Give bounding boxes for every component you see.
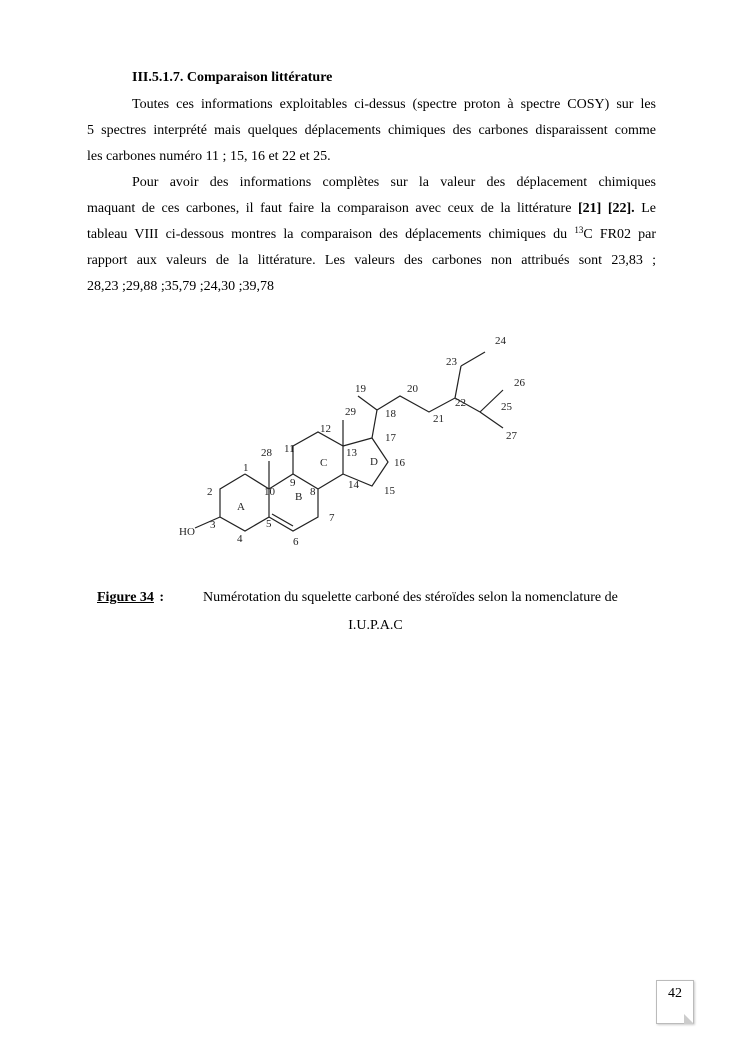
paragraph-2-line-3 (87, 222, 656, 248)
reference-citation: [21] [22]. (577, 201, 635, 216)
paragraph-2-line-2-end: Le (634, 201, 657, 216)
ring-label-d: D (370, 456, 378, 468)
paragraph-1 (87, 92, 656, 170)
atom-number-23: 23 (446, 356, 457, 368)
paragraph-2-line-2-text: maquant de ces carbones, il faut faire la comparaison avec ceux de la littérature (87, 201, 578, 216)
paragraph-1-line-1: Toutes ces informations exploitables ci-dessus (spectre proton à spectre COSY) sur les (132, 97, 656, 112)
atom-number-12: 12 (320, 423, 331, 435)
atom-number-7: 7 (329, 512, 335, 524)
atom-number-18: 18 (385, 408, 396, 420)
page-number (656, 980, 694, 1024)
atom-number-27: 27 (506, 430, 517, 442)
paragraph-2-line-3-end: C FR02 par (583, 227, 656, 242)
paragraph-1-line-3: les carbones numéro 11 ; 15, 16 et 22 et 25. (87, 149, 331, 164)
paragraph-2 (87, 170, 656, 300)
atom-number-3: 3 (210, 519, 216, 531)
paragraph-2-line-4: rapport aux valeurs de la littérature. Les valeurs des carbones non attribués sont 23,83 ; (87, 253, 656, 268)
atom-number-15: 15 (384, 485, 395, 497)
ring-label-a: A (237, 501, 245, 513)
atom-number-19: 19 (355, 383, 366, 395)
atom-number-1: 1 (243, 462, 249, 474)
page-number-text: 42 (668, 986, 682, 1001)
atom-number-17: 17 (385, 432, 396, 444)
isotope-superscript: 13 (574, 225, 584, 235)
figure-caption-text: Numérotation du squelette carboné des stéroïdes selon la nomenclature de (203, 590, 618, 605)
atom-number-21: 21 (433, 413, 444, 425)
atom-number-22: 22 (455, 397, 466, 409)
atom-number-24: 24 (495, 335, 506, 347)
atom-number-13: 13 (346, 447, 357, 459)
figure-caption (97, 590, 618, 606)
atom-number-16: 16 (394, 457, 405, 469)
ring-label-c: C (320, 457, 328, 469)
atom-number-2: 2 (207, 486, 213, 498)
atom-number-25: 25 (501, 401, 512, 413)
atom-number-14: 14 (348, 479, 359, 491)
figure-label: Figure 34 (97, 590, 154, 605)
figure-caption-line-2: I.U.P.A.C (348, 618, 403, 633)
paragraph-1-line-2: 5 spectres interprété mais quelques déplacements chimiques des carbones disparaissent comme (87, 123, 656, 138)
figure-label-colon: : (159, 590, 165, 605)
atom-number-28: 28 (261, 447, 272, 459)
atom-number-11: 11 (284, 443, 295, 455)
steroid-skeleton-diagram (165, 328, 545, 558)
paragraph-2-line-5: 28,23 ;29,88 ;35,79 ;24,30 ;39,78 (87, 279, 275, 294)
atom-number-20: 20 (407, 383, 418, 395)
ring-label-b: B (295, 491, 303, 503)
hydroxyl-label: HO (179, 526, 195, 538)
page-corner-fold (684, 1014, 694, 1024)
atom-number-6: 6 (293, 536, 299, 548)
atom-number-4: 4 (237, 533, 243, 545)
atom-number-10: 10 (264, 486, 275, 498)
paragraph-2-line-3-text: tableau VIII ci-dessous montres la comparaison des déplacements chimiques du (87, 227, 575, 242)
atom-labels (179, 335, 526, 548)
atom-number-8: 8 (310, 486, 316, 498)
atom-number-9: 9 (290, 477, 296, 489)
atom-number-5: 5 (266, 518, 272, 530)
paragraph-2-line-1: Pour avoir des informations complètes sur la valeur des déplacement chimiques (132, 175, 656, 190)
paragraph-2-line-2 (87, 196, 656, 222)
atom-number-26: 26 (514, 377, 525, 389)
section-heading: III.5.1.7. Comparaison littérature (132, 70, 333, 85)
atom-number-29: 29 (345, 406, 356, 418)
